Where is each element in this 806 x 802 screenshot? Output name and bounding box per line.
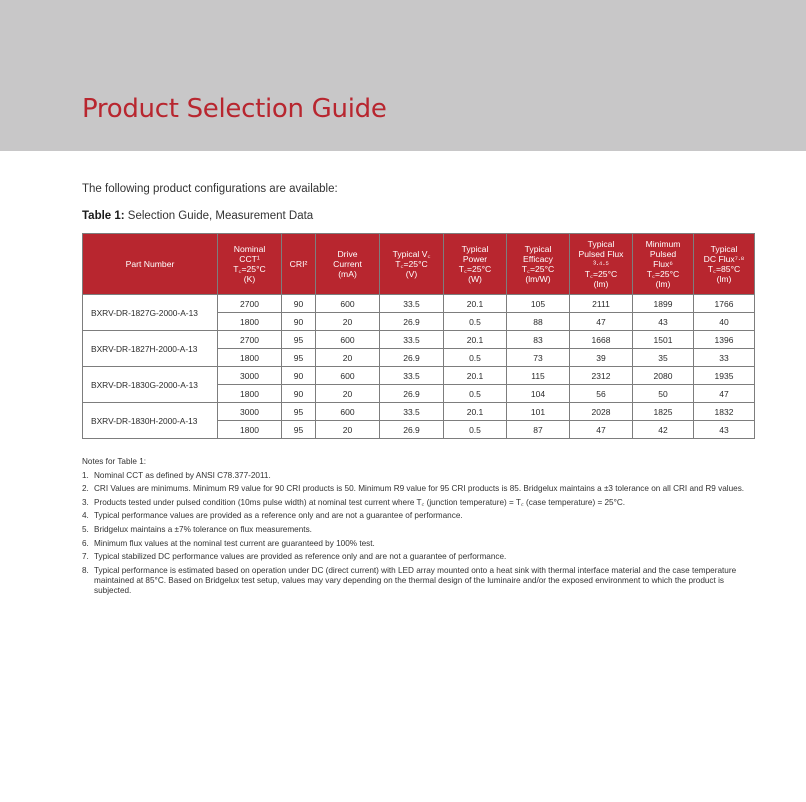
- table-cell: 2080: [633, 367, 694, 385]
- column-header: [570, 234, 633, 295]
- column-header-line: T꜀=25°C: [233, 264, 266, 274]
- note-number: 6.: [82, 538, 89, 548]
- table-cell: 47: [694, 385, 755, 403]
- note-text: CRI Values are minimums. Minimum R9 value for 90 CRI products is 50. Minimum R9 value for 95 CRI products is 85. Bridgelux maintains a ±3 tolerance on all CRI and R9 values.: [94, 484, 745, 494]
- table-cell: 105: [507, 295, 570, 313]
- table-cell: 90: [282, 295, 316, 313]
- table-cell: 115: [507, 367, 570, 385]
- table-cell: 3000: [218, 367, 282, 385]
- table-caption-text: Selection Guide, Measurement Data: [124, 210, 314, 222]
- note-text: Typical performance values are provided as a reference only and are not a guarantee of performance.: [94, 511, 463, 521]
- column-header: [380, 234, 444, 295]
- table-cell: 56: [570, 385, 633, 403]
- table-row: [83, 295, 755, 313]
- column-header: [507, 234, 570, 295]
- part-number-cell: BXRV-DR-1827H-2000-A-13: [83, 331, 218, 367]
- note-number: 2.: [82, 484, 89, 494]
- table-cell: 2312: [570, 367, 633, 385]
- table-cell: 20.1: [444, 403, 507, 421]
- column-header-line: CCT¹: [239, 254, 260, 264]
- table-caption-label: Table 1:: [82, 210, 125, 222]
- note-number: 4.: [82, 511, 89, 521]
- title-banner: [0, 0, 806, 151]
- note-item: [82, 484, 748, 494]
- column-header-line: Typical: [524, 244, 552, 254]
- table-cell: 1800: [218, 421, 282, 439]
- column-header-line: (V): [405, 269, 418, 279]
- note-item: [82, 539, 748, 549]
- note-text: Nominal CCT as defined by ANSI C78.377-2011.: [94, 470, 271, 480]
- column-header-line: (lm/W): [525, 274, 551, 284]
- column-header-line: T꜀=25°C: [458, 264, 492, 274]
- column-header-line: (K): [243, 274, 256, 284]
- selection-guide-table: [82, 233, 755, 439]
- table-cell: 1800: [218, 349, 282, 367]
- table-cell: 0.5: [444, 385, 507, 403]
- table-cell: 87: [507, 421, 570, 439]
- table-cell: 73: [507, 349, 570, 367]
- table-cell: 600: [316, 403, 380, 421]
- table-header-row: [83, 234, 755, 295]
- table-cell: 101: [507, 403, 570, 421]
- table-cell: 1766: [694, 295, 755, 313]
- column-header-line: Nominal: [233, 244, 266, 254]
- table-cell: 2700: [218, 331, 282, 349]
- table-cell: 20.1: [444, 295, 507, 313]
- table-cell: 33.5: [380, 295, 444, 313]
- table-cell: 20: [316, 313, 380, 331]
- column-header-line: Current: [333, 259, 362, 269]
- table-cell: 20: [316, 349, 380, 367]
- column-header-line: Pulsed Flux: [578, 249, 624, 259]
- column-header-line: DC Flux⁷·⁸: [703, 254, 745, 264]
- table-cell: 90: [282, 385, 316, 403]
- table-cell: 2028: [570, 403, 633, 421]
- column-header-line: T꜀=85°C: [707, 264, 741, 274]
- note-text: Typical performance is estimated based on operation under DC (direct current) with LED array mounted onto a heat sink with thermal interface material and the case temperature maintained at 85°C. Based on Bridgelux test setup, values may vary depending on the thermal design of the luminaire and/or the exposed environment to which the product is subjected.: [94, 565, 737, 595]
- note-item: [82, 511, 748, 521]
- part-number-cell: BXRV-DR-1830H-2000-A-13: [83, 403, 218, 439]
- table-cell: 39: [570, 349, 633, 367]
- column-header-line: T꜀=25°C: [521, 264, 555, 274]
- note-item: [82, 498, 748, 508]
- table-cell: 42: [633, 421, 694, 439]
- note-item: [82, 566, 748, 596]
- notes-title: Notes for Table 1:: [82, 457, 147, 466]
- table-cell: 20: [316, 385, 380, 403]
- note-item: [82, 525, 748, 535]
- column-header: [444, 234, 507, 295]
- column-header-line: Typical: [587, 239, 615, 249]
- column-header-line: Efficacy: [523, 254, 553, 264]
- table-cell: 43: [633, 313, 694, 331]
- note-text: Products tested under pulsed condition (10ms pulse width) at nominal test current where T꜀ (junction temperature) = T꜀ (case temperature) = 25°C.: [94, 497, 626, 507]
- column-header: [282, 234, 316, 295]
- table-cell: 35: [633, 349, 694, 367]
- table-cell: 600: [316, 367, 380, 385]
- column-header-line: (W): [468, 274, 482, 284]
- table-cell: 1935: [694, 367, 755, 385]
- note-item: [82, 552, 748, 562]
- table-cell: 33: [694, 349, 755, 367]
- table-cell: 2111: [570, 295, 633, 313]
- table-cell: 1832: [694, 403, 755, 421]
- table-cell: 2700: [218, 295, 282, 313]
- column-header-line: (lm): [716, 274, 732, 284]
- column-header: [218, 234, 282, 295]
- column-header-line: Typical: [461, 244, 489, 254]
- table-cell: 26.9: [380, 349, 444, 367]
- table-cell: 3000: [218, 403, 282, 421]
- table-cell: 40: [694, 313, 755, 331]
- table-row: [83, 331, 755, 349]
- table-cell: 600: [316, 295, 380, 313]
- column-header-line: T꜀=25°C: [646, 269, 680, 279]
- table-cell: 26.9: [380, 385, 444, 403]
- table-body: [83, 295, 755, 439]
- table-cell: 104: [507, 385, 570, 403]
- column-header-line: Part Number: [125, 259, 175, 269]
- note-number: 3.: [82, 497, 89, 507]
- part-number-cell: BXRV-DR-1830G-2000-A-13: [83, 367, 218, 403]
- note-item: [82, 471, 748, 481]
- table-cell: 83: [507, 331, 570, 349]
- table-cell: 90: [282, 313, 316, 331]
- column-header-line: (lm): [655, 279, 671, 289]
- column-header-line: T꜀=25°C: [584, 269, 618, 279]
- table-cell: 0.5: [444, 421, 507, 439]
- table-cell: 1501: [633, 331, 694, 349]
- table-cell: 47: [570, 313, 633, 331]
- column-header-line: ³·⁴·⁵: [593, 259, 609, 269]
- intro-text: The following product configurations are available:: [82, 183, 338, 195]
- table-cell: 95: [282, 403, 316, 421]
- table-cell: 33.5: [380, 367, 444, 385]
- table-cell: 95: [282, 349, 316, 367]
- table-cell: 95: [282, 331, 316, 349]
- column-header-line: Typical V꜀: [392, 249, 431, 259]
- table-cell: 20: [316, 421, 380, 439]
- column-header: [694, 234, 755, 295]
- table-caption: [82, 210, 313, 222]
- column-header-line: Drive: [337, 249, 358, 259]
- table-cell: 26.9: [380, 421, 444, 439]
- notes-list: [82, 471, 748, 596]
- column-header-line: Pulsed: [649, 249, 677, 259]
- table-cell: 1899: [633, 295, 694, 313]
- table-cell: 0.5: [444, 313, 507, 331]
- table-cell: 50: [633, 385, 694, 403]
- table-cell: 88: [507, 313, 570, 331]
- note-text: Minimum flux values at the nominal test current are guaranteed by 100% test.: [94, 538, 375, 548]
- table-notes: [82, 457, 748, 596]
- table-cell: 1800: [218, 313, 282, 331]
- column-header: [83, 234, 218, 295]
- note-number: 5.: [82, 524, 89, 534]
- table-cell: 33.5: [380, 331, 444, 349]
- page-title: Product Selection Guide: [82, 94, 387, 124]
- column-header-line: T꜀=25°C: [395, 259, 428, 269]
- table-row: [83, 403, 755, 421]
- note-number: 7.: [82, 552, 89, 562]
- table-cell: 600: [316, 331, 380, 349]
- note-number: 8.: [82, 565, 89, 575]
- column-header: [633, 234, 694, 295]
- column-header-line: Typical: [710, 244, 738, 254]
- column-header-line: (lm): [593, 279, 609, 289]
- column-header-line: Power: [462, 254, 488, 264]
- table-cell: 33.5: [380, 403, 444, 421]
- table-cell: 20.1: [444, 367, 507, 385]
- table-cell: 43: [694, 421, 755, 439]
- note-text: Bridgelux maintains a ±7% tolerance on flux measurements.: [94, 524, 312, 534]
- column-header-line: (mA): [338, 269, 357, 279]
- note-text: Typical stabilized DC performance values are provided as reference only and are not a guarantee of performance.: [94, 552, 507, 562]
- part-number-cell: BXRV-DR-1827G-2000-A-13: [83, 295, 218, 331]
- table-cell: 1396: [694, 331, 755, 349]
- table-cell: 90: [282, 367, 316, 385]
- column-header-line: Minimum: [645, 239, 681, 249]
- table-cell: 1800: [218, 385, 282, 403]
- column-header-line: Flux⁶: [653, 259, 673, 269]
- table-cell: 20.1: [444, 331, 507, 349]
- table-cell: 0.5: [444, 349, 507, 367]
- table-cell: 26.9: [380, 313, 444, 331]
- table-cell: 1825: [633, 403, 694, 421]
- column-header-line: CRI²: [289, 259, 308, 269]
- column-header: [316, 234, 380, 295]
- table-cell: 95: [282, 421, 316, 439]
- table-cell: 1668: [570, 331, 633, 349]
- table-cell: 47: [570, 421, 633, 439]
- note-number: 1.: [82, 470, 89, 480]
- table-row: [83, 367, 755, 385]
